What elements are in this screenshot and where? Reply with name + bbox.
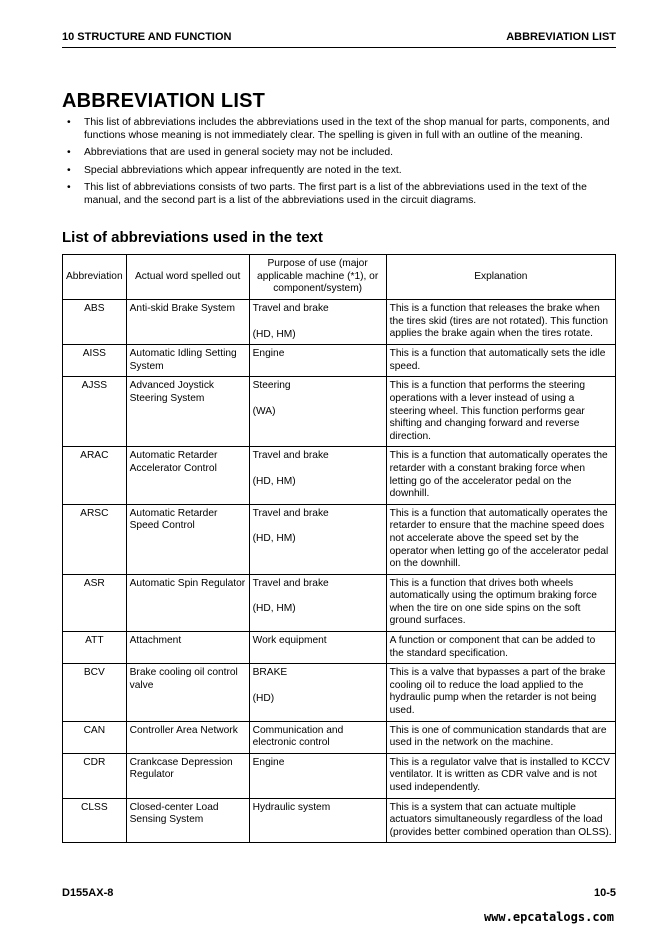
abbreviation-cell: ABS: [63, 300, 127, 345]
table-row: [63, 300, 616, 345]
purpose-cell: [249, 504, 386, 574]
table-row: [63, 721, 616, 753]
table-row: [63, 632, 616, 664]
abbreviation-cell: BCV: [63, 664, 127, 721]
word-cell: Brake cooling oil control valve: [126, 664, 249, 721]
purpose-cell: [249, 300, 386, 345]
purpose-text: BRAKE: [252, 667, 288, 679]
purpose-machine-text: (HD, HM): [252, 328, 296, 340]
purpose-cell: [249, 574, 386, 631]
table-row: [63, 574, 616, 631]
abbreviation-cell: ASR: [63, 574, 127, 631]
word-cell: Automatic Retarder Speed Control: [126, 504, 249, 574]
intro-bullet-text: Special abbreviations which appear infrequently are noted in the text.: [84, 164, 402, 176]
table-row: [63, 345, 616, 377]
header-page-topic: ABBREVIATION LIST: [506, 31, 616, 43]
purpose-text: Travel and brake: [252, 507, 329, 519]
purpose-cell: [249, 753, 386, 798]
intro-bullet: [62, 182, 618, 207]
word-cell: Attachment: [126, 632, 249, 664]
abbreviation-cell: CDR: [63, 753, 127, 798]
word-cell: Anti-skid Brake System: [126, 300, 249, 345]
footer-model: D155AX-8: [62, 887, 114, 899]
column-header-abbreviation: Abbreviation: [63, 255, 127, 300]
explanation-cell: This is a function that automatically operates the retarder with a constant braking force when letting go of the accelerator pedal on the downhill.: [386, 447, 615, 504]
explanation-cell: This is a function that releases the brake when the tires skid (tires are not rotated). This function applies the brake again when the tires rotate.: [386, 300, 615, 345]
word-cell: Advanced Joystick Steering System: [126, 377, 249, 447]
table-body: [63, 300, 616, 843]
purpose-cell: [249, 345, 386, 377]
intro-bullet-list: [62, 117, 618, 213]
header-divider: [62, 47, 616, 48]
purpose-text: Work equipment: [252, 635, 327, 647]
footer-page-number: 10-5: [593, 887, 616, 899]
section-subtitle: List of abbreviations used in the text: [62, 229, 323, 246]
table-row: [63, 447, 616, 504]
purpose-text: Engine: [252, 756, 285, 768]
explanation-cell: This is a valve that bypasses a part of the brake cooling oil to reduce the load applied to the hydraulic pump when the retarder is not being used.: [386, 664, 615, 721]
purpose-text: Travel and brake: [252, 450, 329, 462]
table-header-row: [63, 255, 616, 300]
intro-bullet-text: This list of abbreviations consists of two parts. The first part is a list of the abbreviations used in the text of the manual, and the second part is a list of the abbreviations used in the circuit diagrams.: [84, 182, 587, 206]
table-row: [63, 798, 616, 843]
bullet-marker: •: [67, 182, 71, 194]
bullet-marker: •: [67, 117, 71, 128]
abbreviation-cell: ATT: [63, 632, 127, 664]
page-title: ABBREVIATION LIST: [62, 90, 266, 112]
explanation-cell: This is one of communication standards that are used in the network on the machine.: [386, 721, 615, 753]
purpose-text: Hydraulic system: [252, 801, 331, 813]
purpose-machine-text: (HD): [252, 692, 275, 704]
intro-bullet-text: Abbreviations that are used in general society may not be included.: [84, 147, 394, 159]
explanation-cell: This is a regulator valve that is installed to KCCV ventilator. It is written as CDR valve and is not used independently.: [386, 753, 615, 798]
abbreviation-cell: ARAC: [63, 447, 127, 504]
purpose-text: Steering: [252, 380, 291, 392]
column-header-purpose: Purpose of use (major applicable machine (*1), or component/system): [249, 255, 386, 300]
bullet-marker: •: [67, 147, 71, 159]
purpose-cell: [249, 447, 386, 504]
table-row: [63, 377, 616, 447]
column-header-word: Actual word spelled out: [126, 255, 249, 300]
purpose-cell: [249, 632, 386, 664]
column-header-explanation: Explanation: [386, 255, 615, 300]
abbreviation-cell: AJSS: [63, 377, 127, 447]
explanation-cell: This is a function that automatically sets the idle speed.: [386, 345, 615, 377]
header-section-title: 10 STRUCTURE AND FUNCTION: [62, 31, 232, 43]
word-cell: Automatic Idling Setting System: [126, 345, 249, 377]
purpose-machine-text: (HD, HM): [252, 475, 296, 487]
table-row: [63, 504, 616, 574]
abbreviation-cell: AISS: [63, 345, 127, 377]
table-row: [63, 664, 616, 721]
bullet-marker: •: [67, 164, 71, 176]
purpose-cell: [249, 664, 386, 721]
purpose-machine-text: (HD, HM): [252, 533, 296, 545]
purpose-cell: [249, 377, 386, 447]
word-cell: Closed-center Load Sensing System: [126, 798, 249, 843]
explanation-cell: This is a function that automatically operates the retarder to ensure that the machine speed does not accelerate above the speed set by the operator when letting go of the accelerator pedal on the downhill.: [386, 504, 615, 574]
purpose-text: Engine: [252, 348, 285, 360]
intro-bullet-text: This list of abbreviations includes the abbreviations used in the text of the shop manual for parts, components, and functions whose meaning is not immediately clear. The spelling is given in full with an outline of the meaning.: [84, 117, 610, 141]
word-cell: Controller Area Network: [126, 721, 249, 753]
purpose-text: Communication and electronic control: [252, 724, 344, 749]
intro-bullet: [62, 165, 618, 178]
purpose-cell: [249, 798, 386, 843]
word-cell: Crankcase Depression Regulator: [126, 753, 249, 798]
explanation-cell: A function or component that can be added to the standard specification.: [386, 632, 615, 664]
intro-bullet: [62, 117, 618, 142]
watermark-url: www.epcatalogs.com: [483, 910, 614, 924]
abbreviation-table: [62, 254, 616, 843]
word-cell: Automatic Retarder Accelerator Control: [126, 447, 249, 504]
abbreviation-cell: CAN: [63, 721, 127, 753]
table-row: [63, 753, 616, 798]
abbreviation-cell: CLSS: [63, 798, 127, 843]
purpose-machine-text: (HD, HM): [252, 603, 296, 615]
purpose-text: Travel and brake: [252, 303, 329, 314]
explanation-cell: This is a system that can actuate multiple actuators simultaneously regardless of the load (provides better combined operation than OLSS).: [386, 798, 615, 843]
explanation-cell: This is a function that drives both wheels automatically using the optimum braking force when the tire on one side spins on the soft ground surfaces.: [386, 574, 615, 631]
intro-bullet: [62, 147, 618, 160]
word-cell: Automatic Spin Regulator: [126, 574, 249, 631]
explanation-cell: This is a function that performs the steering operations with a lever instead of using a steering wheel. This function performs gear shifting and changing forward and reverse direction.: [386, 377, 615, 447]
purpose-text: Travel and brake: [252, 577, 329, 589]
purpose-cell: [249, 721, 386, 753]
abbreviation-cell: ARSC: [63, 504, 127, 574]
purpose-machine-text: (WA): [252, 405, 276, 417]
